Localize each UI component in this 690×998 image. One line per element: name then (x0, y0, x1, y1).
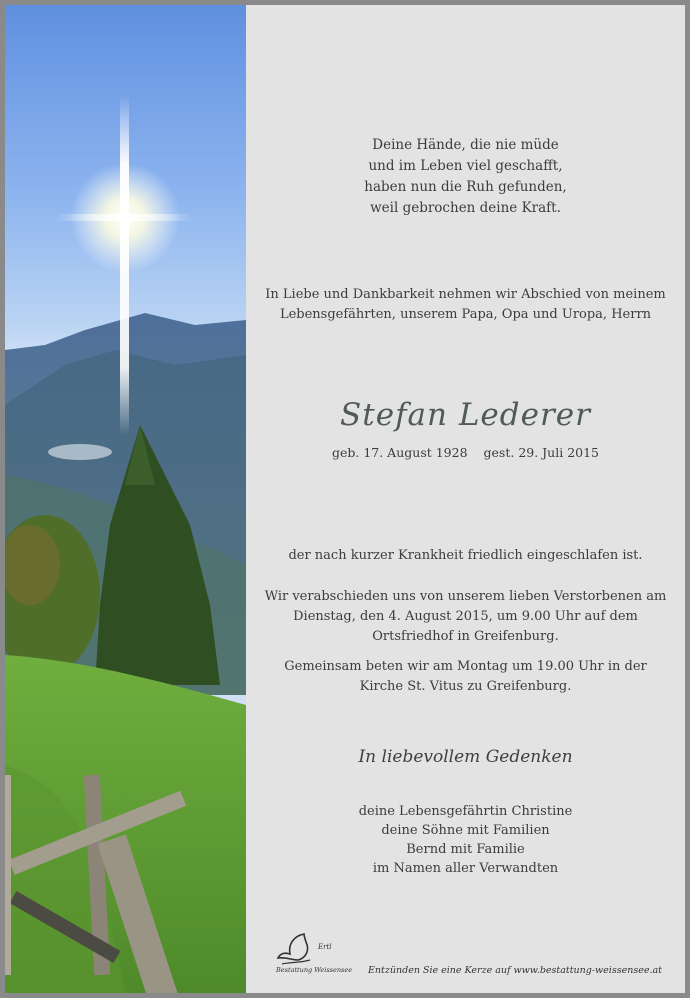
logo-name: Ertl (318, 943, 332, 951)
obituary-text-panel (246, 5, 685, 993)
deceased-name: Stefan Lederer (340, 397, 591, 433)
funeral-details (246, 587, 685, 647)
poem-line: und im Leben viel geschafft, (368, 158, 563, 174)
farewell-intro (246, 285, 685, 325)
funeral-line: Wir verabschieden uns von unserem lieben Verstorbenen am (264, 589, 667, 604)
landscape-illustration (5, 5, 246, 993)
birth-date: geb. 17. August 1928 (331, 445, 468, 460)
prayer-line: Kirche St. Vitus zu Greifenburg. (359, 679, 572, 694)
intro-line: Lebensgefährten, unserem Papa, Opa und Uropa, Herrn (279, 307, 652, 322)
mourner-line: deine Söhne mit Familien (381, 823, 550, 838)
mourner-line: im Namen aller Verwandten (372, 861, 559, 876)
prayer-details (246, 657, 685, 697)
dove-icon (276, 930, 316, 968)
mourner-line: deine Lebensgefährtin Christine (358, 804, 573, 819)
memory-heading: In liebevollem Gedenken (358, 747, 573, 767)
mourners-list (246, 802, 685, 878)
poem-line: Deine Hände, die nie müde (372, 137, 559, 153)
intro-line: In Liebe und Dankbarkeit nehmen wir Abschied von meinem (265, 287, 666, 302)
poem-line: weil gebrochen deine Kraft. (370, 200, 561, 216)
death-note: der nach kurzer Krankheit friedlich eingeschlafen ist. (288, 548, 643, 563)
logo-company: Bestattung Weissensee (276, 966, 353, 974)
funeral-home-logo (276, 930, 352, 980)
death-date: gest. 29. Juli 2015 (483, 445, 600, 460)
obituary-card (5, 5, 685, 993)
mountain-cross-photo (5, 5, 246, 993)
poem-line: haben nun die Ruh gefunden, (364, 179, 567, 195)
mourner-line: Bernd mit Familie (406, 842, 525, 857)
funeral-line: Dienstag, den 4. August 2015, um 9.00 Uhr auf dem (293, 609, 638, 624)
candle-link[interactable]: Entzünden Sie eine Kerze auf www.bestattung-weissensee.at (368, 965, 662, 976)
life-dates (246, 445, 685, 460)
funeral-line: Ortsfriedhof in Greifenburg. (372, 629, 559, 644)
prayer-line: Gemeinsam beten wir am Montag um 19.00 Uhr in der (284, 659, 647, 674)
memorial-poem (246, 135, 685, 219)
